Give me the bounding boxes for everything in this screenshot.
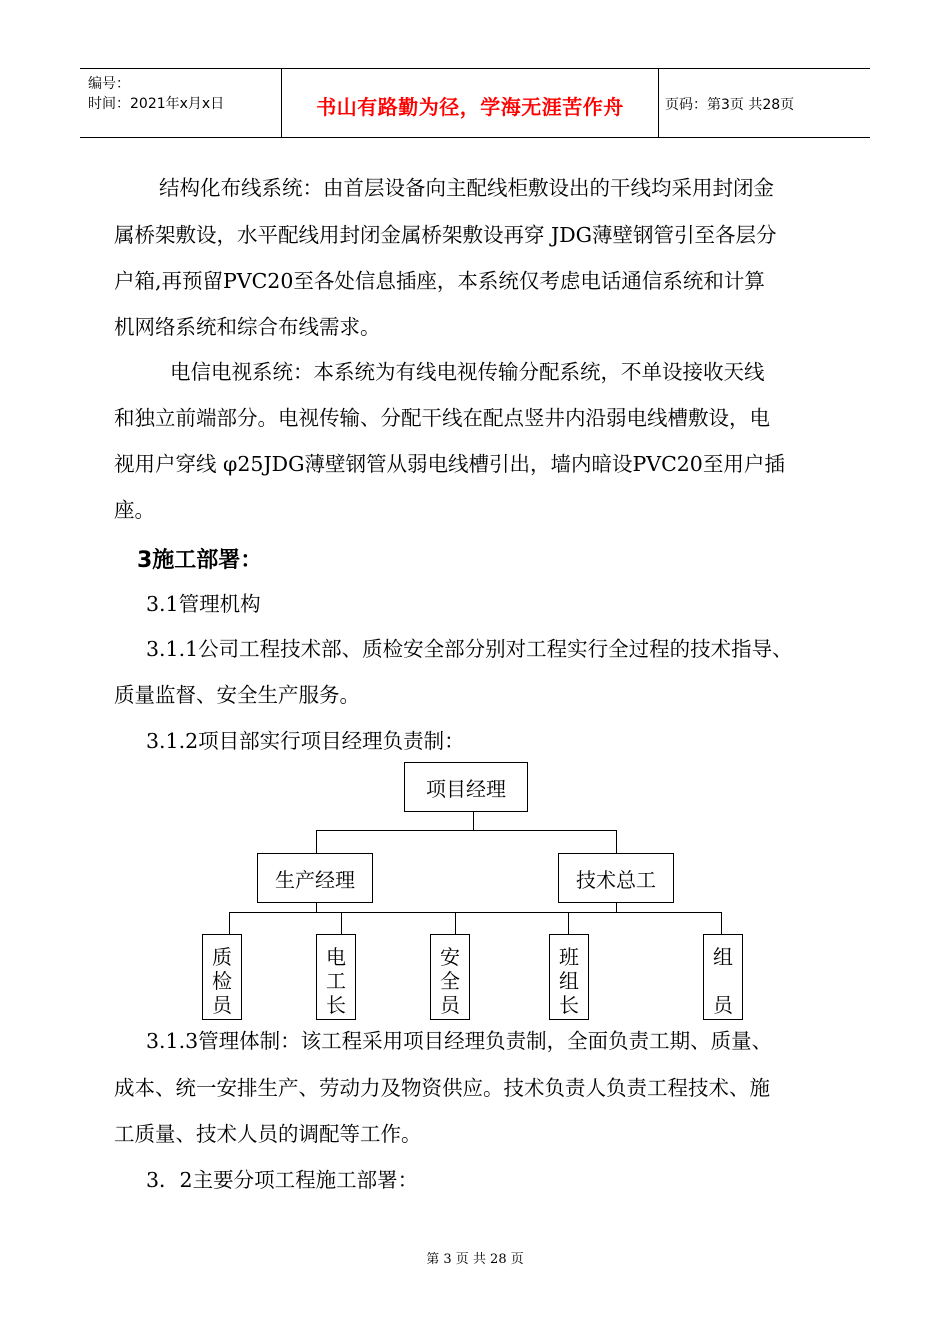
org-node-chief-engineer: 技术总工	[558, 853, 674, 903]
org-node-production-manager: 生产经理	[257, 853, 373, 903]
paragraph-line: 结构化布线系统：由首层设备向主配线柜敷设出的干线均采用封闭金	[159, 176, 774, 200]
paragraph-line: 成本、统一安排生产、劳动力及物资供应。技术负责人负责工程技术、施	[114, 1076, 770, 1100]
org-connector	[316, 830, 616, 831]
org-node-project-manager: 项目经理	[404, 762, 528, 812]
section-heading: 3施工部署：	[137, 548, 263, 573]
org-connector	[616, 830, 617, 853]
paragraph-line: 机网络系统和综合布线需求。	[114, 315, 381, 339]
org-connector	[616, 902, 617, 912]
paragraph-line: 3.1.3管理体制：该工程采用项目经理负责制，全面负责工期、质量、	[146, 1029, 773, 1053]
paragraph-line: 户箱,再预留PVC20至各处信息插座，本系统仅考虑电话通信系统和计算	[114, 269, 765, 293]
paragraph-line: 座。	[114, 498, 155, 522]
org-node-team-leader: 班 组 长	[549, 934, 589, 1020]
header-info	[80, 69, 280, 137]
header-page-number: 页码：第3页 共28页	[665, 97, 795, 113]
header-motto: 书山有路勤为径，学海无涯苦作舟	[316, 95, 624, 119]
org-connector	[341, 912, 342, 934]
org-node-safety-officer: 安 全 员	[430, 934, 470, 1020]
org-connector	[229, 912, 230, 934]
org-connector	[473, 811, 474, 830]
org-node-team-member: 组 员	[703, 934, 743, 1020]
org-connector	[316, 830, 317, 853]
org-connector	[455, 912, 456, 934]
org-connector	[721, 912, 722, 934]
page-footer: 第 3 页 共 28 页	[426, 1252, 524, 1267]
org-node-electrician-lead: 电 工 长	[316, 934, 356, 1020]
org-node-quality-inspector: 质 检 员	[202, 934, 242, 1020]
paragraph-line: 质量监督、安全生产服务。	[114, 683, 360, 707]
document-number: 编号：	[88, 76, 130, 92]
org-connector	[568, 912, 569, 934]
org-connector	[316, 902, 317, 912]
paragraph-line: 属桥架敷设，水平配线用封闭金属桥架敷设再穿 JDG薄壁钢管引至各层分	[114, 223, 777, 247]
subsection-heading: 3.1管理机构	[146, 592, 261, 616]
paragraph-line: 3.1.2项目部实行项目经理负责制：	[146, 729, 465, 753]
org-connector	[229, 912, 721, 913]
header-motto-cell	[281, 69, 659, 137]
document-date: 时间：2021年x月x日	[88, 96, 225, 112]
subsection-heading: 3．2主要分项工程施工部署：	[146, 1168, 419, 1192]
paragraph-line: 3.1.1公司工程技术部、质检安全部分别对工程实行全过程的技术指导、	[146, 637, 793, 661]
paragraph-line: 电信电视系统：本系统为有线电视传输分配系统，不单设接收天线	[170, 360, 765, 384]
paragraph-line: 工质量、技术人员的调配等工作。	[114, 1122, 422, 1146]
paragraph-line: 视用户穿线 φ25JDG薄壁钢管从弱电线槽引出，墙内暗设PVC20至用户插	[114, 452, 785, 476]
page-header	[80, 68, 870, 138]
paragraph-line: 和独立前端部分。电视传输、分配干线在配点竖井内沿弱电线槽敷设，电	[114, 406, 770, 430]
